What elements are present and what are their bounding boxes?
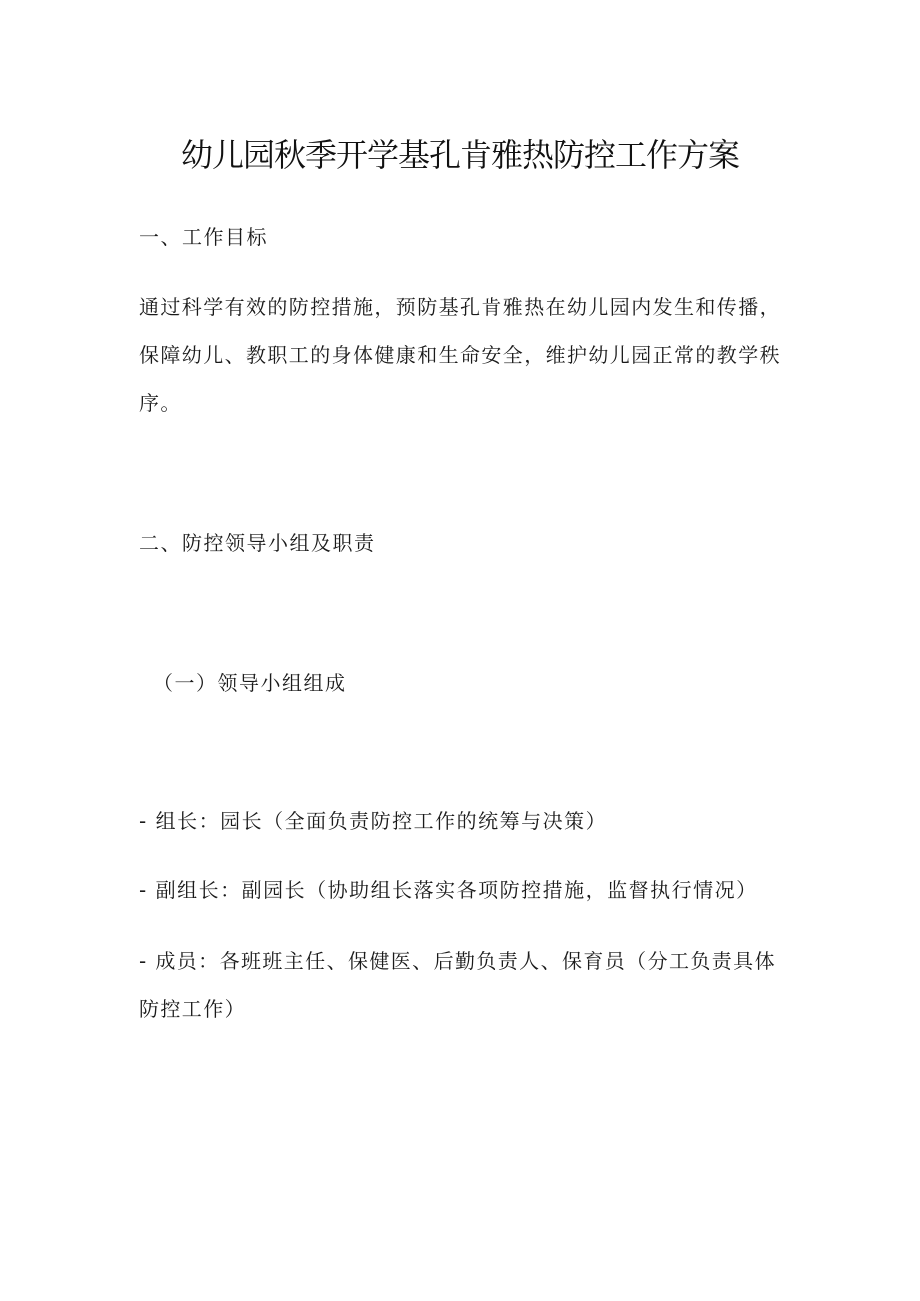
member-item-members xyxy=(139,937,789,1033)
member-item-deputy: - 副组长：副园长（协助组长落实各项防控措施，监督执行情况） xyxy=(139,878,758,902)
section1-heading: 一、工作目标 xyxy=(139,225,268,249)
section2-heading: 二、防控领导小组及职责 xyxy=(139,531,376,555)
section1-body-line: 序。 xyxy=(139,391,182,415)
section2-subheading: （一）领导小组组成 xyxy=(153,671,347,695)
member-item-leader: - 组长：园长（全面负责防控工作的统筹与决策） xyxy=(139,809,608,833)
member-item-line: - 成员：各班班主任、保健医、后勤负责人、保育员（分工负责具体 xyxy=(139,949,776,973)
section1-body-line: 保障幼儿、教职工的身体健康和生命安全，维护幼儿园正常的教学秩 xyxy=(139,343,781,367)
section1-body-line: 通过科学有效的防控措施，预防基孔肯雅热在幼儿园内发生和传播， xyxy=(139,295,781,319)
document-title: 幼儿园秋季开学基孔肯雅热防控工作方案 xyxy=(180,136,739,174)
section1-body xyxy=(139,283,789,427)
member-item-line: 防控工作） xyxy=(139,997,246,1021)
